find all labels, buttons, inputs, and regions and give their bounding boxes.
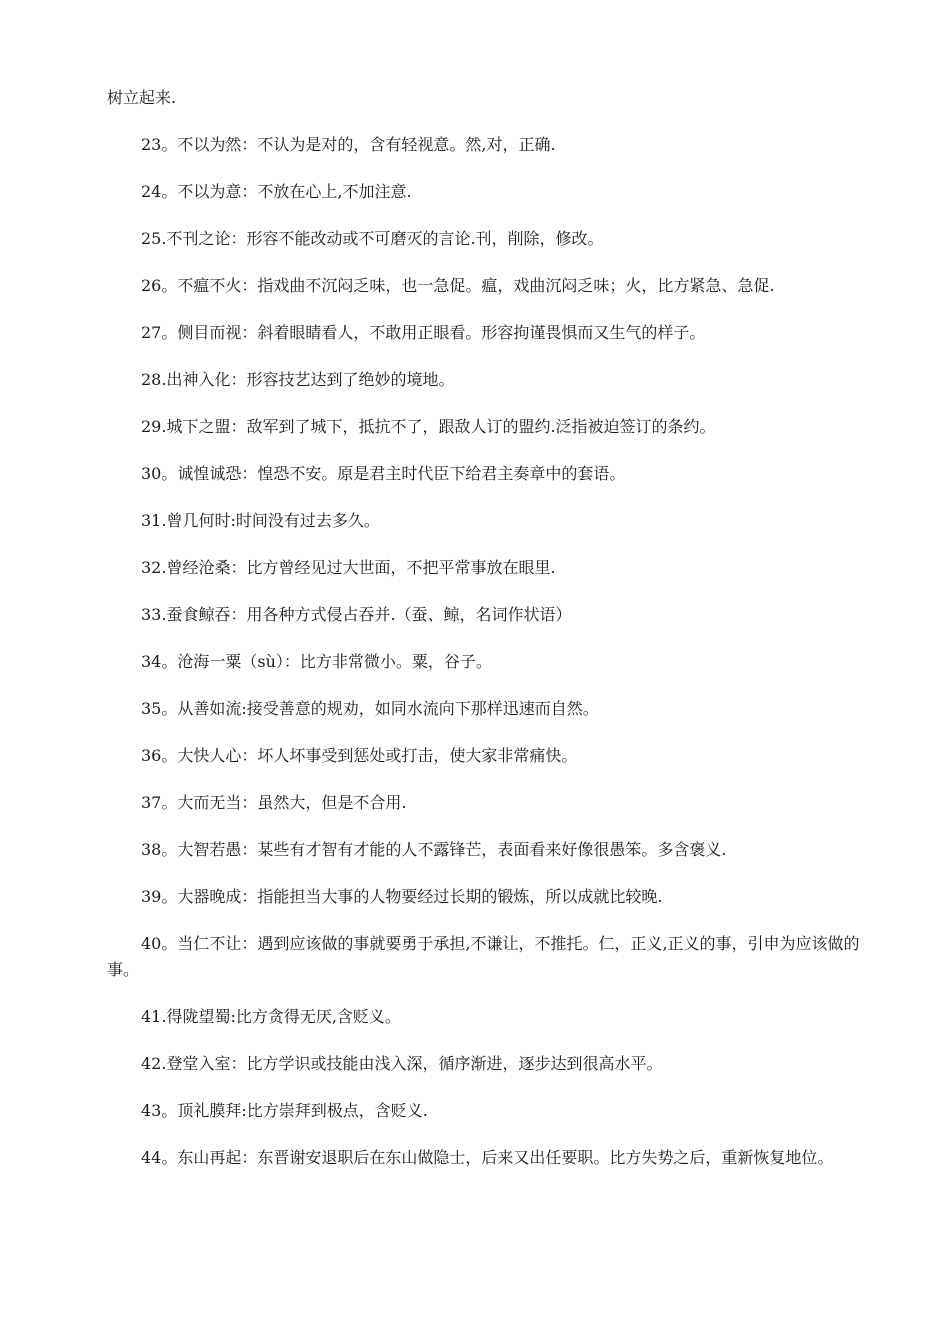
- idiom-entry-28: 28.出神入化：形容技艺达到了绝妙的境地。: [141, 370, 455, 389]
- idiom-entry-39: 39。大器晚成：指能担当大事的人物要经过长期的锻炼，所以成就比较晚.: [141, 887, 663, 906]
- idiom-entry-25: 25.不刊之论：形容不能改动或不可磨灭的言论.刊，削除，修改。: [141, 229, 604, 248]
- idiom-entry-33: 33.蚕食鲸吞：用各种方式侵占吞并.（蚕、鲸，名词作状语）: [141, 605, 572, 624]
- idiom-entry-31: 31.曾几何时:时间没有过去多久。: [141, 511, 380, 530]
- idiom-entry-41: 41.得陇望蜀:比方贪得无厌,含贬义。: [141, 1007, 401, 1026]
- idiom-entry-27: 27。侧目而视：斜着眼睛看人，不敢用正眼看。形容拘谨畏惧而又生气的样子。: [141, 323, 706, 342]
- idiom-entry-23: 23。不以为然：不认为是对的，含有轻视意。然,对，正确.: [141, 135, 556, 154]
- idiom-entry-34: 34。沧海一粟（sù）：比方非常微小。粟，谷子。: [141, 652, 492, 671]
- idiom-entry-29: 29.城下之盟：敌军到了城下，抵抗不了，跟敌人订的盟约.泛指被迫签订的条约。: [141, 417, 716, 436]
- idiom-entry-37: 37。大而无当：虽然大，但是不合用.: [141, 793, 407, 812]
- idiom-entry-42: 42.登堂入室：比方学识或技能由浅入深，循序渐进，逐步达到很高水平。: [141, 1054, 663, 1073]
- paragraph-continuation: 树立起来.: [107, 88, 177, 107]
- idiom-entry-30: 30。诚惶诚恐：惶恐不安。原是君主时代臣下给君主奏章中的套语。: [141, 464, 626, 483]
- idiom-entry-32: 32.曾经沧桑：比方曾经见过大世面，不把平常事放在眼里.: [141, 558, 556, 577]
- idiom-entry-24: 24。不以为意：不放在心上,不加注意.: [141, 182, 412, 201]
- idiom-entry-44: 44。东山再起：东晋谢安退职后在东山做隐士，后来又出任要职。比方失势之后，重新恢复地位。: [141, 1148, 834, 1167]
- idiom-entry-35: 35。从善如流:接受善意的规劝，如同水流向下那样迅速而自然。: [141, 699, 599, 718]
- idiom-entry-36: 36。大快人心：坏人坏事受到惩处或打击，使大家非常痛快。: [141, 746, 578, 765]
- idiom-entry-38: 38。大智若愚：某些有才智有才能的人不露锋芒，表面看来好像很愚笨。多含褒义.: [141, 840, 727, 859]
- idiom-entry-43: 43。顶礼膜拜:比方崇拜到极点，含贬义.: [141, 1101, 428, 1120]
- idiom-entry-26: 26。不瘟不火：指戏曲不沉闷乏味，也一急促。瘟，戏曲沉闷乏味；火，比方紧急、急促.: [141, 276, 775, 295]
- idiom-entry-40: 40。当仁不让：遇到应该做的事就要勇于承担,不谦让，不推托。仁，正义,正义的事，引申为应该做的事。: [107, 934, 860, 979]
